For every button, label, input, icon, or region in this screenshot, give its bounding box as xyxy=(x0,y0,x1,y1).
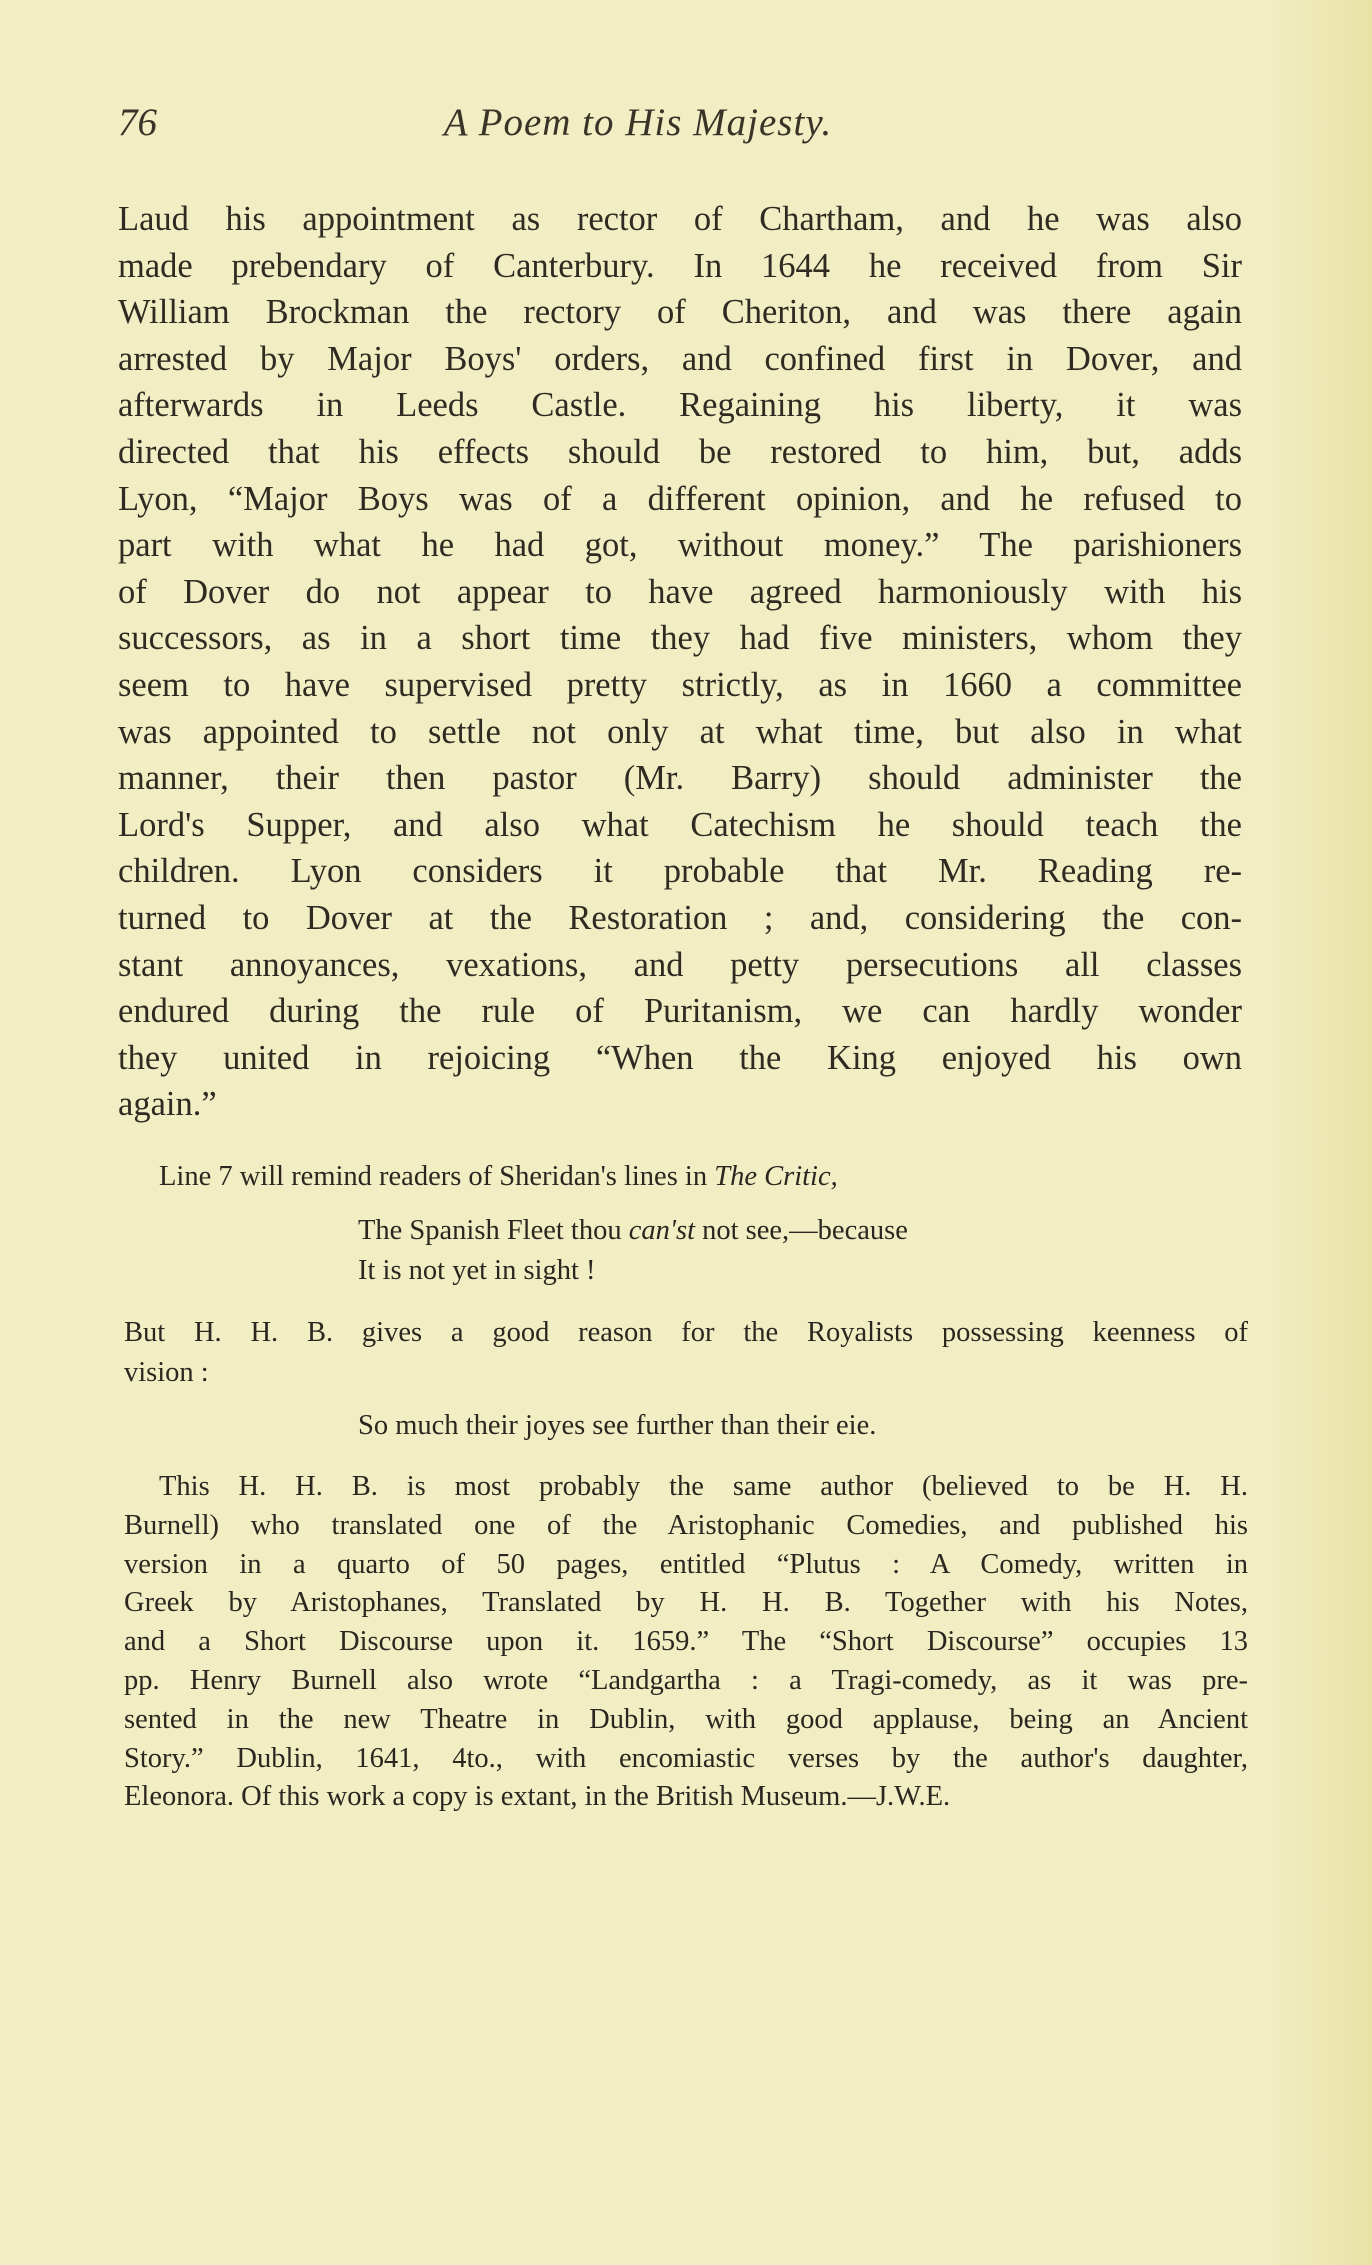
page-edge-shading xyxy=(1262,0,1372,2265)
text-line: part with what he had got, without money.” The parishioners xyxy=(118,526,1242,565)
text-line: endured during the rule of Puritanism, we can hardly wonder xyxy=(118,992,1242,1031)
verse-line xyxy=(124,1211,1248,1251)
text-line: of Dover do not appear to have agreed harmoniously with his xyxy=(118,572,1242,611)
text-line: directed that his effects should be restored to him, but, adds xyxy=(118,432,1242,471)
verse-line: So much their joyes see further than their eie. xyxy=(358,1410,877,1441)
verse-text: not see,—because xyxy=(702,1215,908,1246)
text-line: again.” xyxy=(118,1085,217,1124)
verse-emphasis: can'st xyxy=(628,1215,695,1246)
verse-line: It is not yet in sight ! xyxy=(358,1255,596,1286)
note-intro-title: The Critic, xyxy=(714,1161,838,1192)
note-line: Story.” Dublin, 1641, 4to., with encomiastic verses by the author's daughter, xyxy=(124,1742,1248,1774)
text-line: Laud his appointment as rector of Chartham, and he was also xyxy=(118,200,1242,238)
note-paragraph xyxy=(124,1468,1248,1817)
note-line: Burnell) who translated one of the Aristophanic Comedies, and published his xyxy=(124,1509,1248,1541)
running-title: A Poem to His Majesty. xyxy=(443,101,833,144)
text-line: stant annoyances, vexations, and petty persecutions all classes xyxy=(118,945,1242,984)
text-line: they united in rejoicing “When the King enjoyed his own xyxy=(118,1038,1242,1077)
text-line: successors, as in a short time they had five ministers, whom they xyxy=(118,619,1242,658)
note-line: This H. H. B. is most probably the same author (believed to be H. H. xyxy=(159,1471,1248,1502)
text-line: William Brockman the rectory of Cheriton, and was there again xyxy=(118,293,1242,332)
text-line: Lord's Supper, and also what Catechism he should teach the xyxy=(118,805,1242,844)
note-intro-text: Line 7 will remind readers of Sheridan's lines in xyxy=(159,1161,708,1192)
note-line: version in a quarto of 50 pages, entitled “Plutus : A Comedy, written in xyxy=(124,1548,1248,1580)
note-line: Greek by Aristophanes, Translated by H. H. B. Together with his Notes, xyxy=(124,1587,1248,1619)
text-line: made prebendary of Canterbury. In 1644 he received from Sir xyxy=(118,246,1242,285)
text-line: was appointed to settle not only at what time, but also in what xyxy=(118,712,1242,751)
verse-text: The Spanish Fleet thou xyxy=(358,1215,622,1246)
text-line: afterwards in Leeds Castle. Regaining his liberty, it was xyxy=(118,386,1242,425)
note-line: Eleonora. Of this work a copy is extant, in the British Museum.—J.W.E. xyxy=(124,1781,951,1813)
text-line: children. Lyon considers it probable that Mr. Reading re- xyxy=(118,852,1242,891)
page-header xyxy=(118,100,1238,160)
footnotes xyxy=(124,1157,1248,1817)
text-line: turned to Dover at the Restoration ; and, considering the con- xyxy=(118,898,1242,937)
page-number: 76 xyxy=(118,101,157,144)
text-line: arrested by Major Boys' orders, and confined first in Dover, and xyxy=(118,339,1242,378)
note-line: sented in the new Theatre in Dublin, with good applause, being an Ancient xyxy=(124,1703,1248,1735)
text-line: Lyon, “Major Boys was of a different opinion, and he refused to xyxy=(118,479,1242,518)
note-line: and a Short Discourse upon it. 1659.” The “Short Discourse” occupies 13 xyxy=(124,1626,1248,1658)
note-line: pp. Henry Burnell also wrote “Landgartha : a Tragi-comedy, as it was pre- xyxy=(124,1664,1248,1696)
text-line: manner, their then pastor (Mr. Barry) should administer the xyxy=(118,759,1242,798)
main-text xyxy=(118,196,1242,1128)
note-paragraph xyxy=(124,1313,1248,1393)
note-intro xyxy=(124,1157,1248,1197)
note-line: But H. H. B. gives a good reason for the Royalists possessing keenness of xyxy=(124,1317,1248,1348)
text-line: seem to have supervised pretty strictly, as in 1660 a committee xyxy=(118,665,1242,704)
note-line: vision : xyxy=(124,1357,209,1388)
